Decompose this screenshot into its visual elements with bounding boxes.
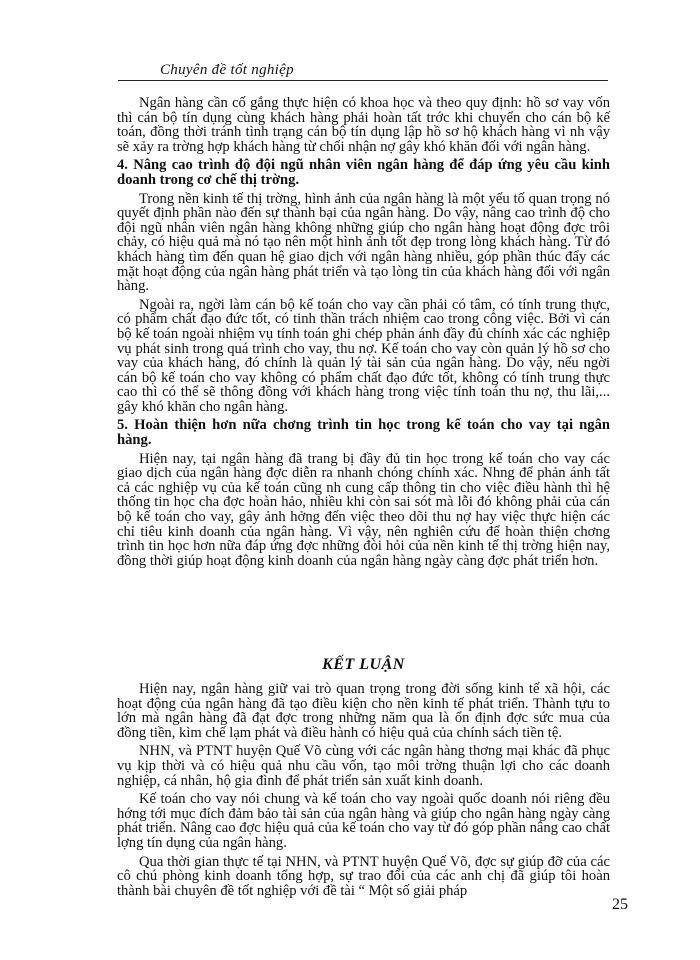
- paragraph: Qua thời gian thực tế tại NHN, và PTNT huyện Quế Võ, đợc sự giúp đỡ của các cô chú phòng kinh doanh tổng hợp, sự trao đổi của các anh chị đã giúp tôi hoàn thành bài chuyên đề tốt nghiệp với đề tài “ Một số giải pháp: [117, 853, 610, 899]
- section-heading-4: 4. Nâng cao trình độ đội ngũ nhân viên ngân hàng để đáp ứng yêu cầu kinh doanh trong cơ chế thị trờng.: [117, 157, 610, 188]
- paragraph: Ngoài ra, ngời làm cán bộ kế toán cho vay cần phải có tâm, có tính trung thực, có phẩm chất đạo đức tốt, có tinh thần trách nhiệm cao trong công việc. Bởi vì cán bộ kế toán ngoài nhiệm vụ tính toán ghi chép phản ánh đầy đủ chính xác các nghiệp vụ phát sinh trong quá trình cho vay, thu nợ. Kế toán cho vay còn quản lý hồ sơ cho vay của khách hàng, đó chính là quản lý tài sản của ngân hàng. Do vậy, nếu ngời cán bộ kế toán cho vay không có phẩm chất đạo đức tốt, không có tính trung thực cao thì có thể sẽ thông đồng với khách hàng trong việc tính toán thu nợ, thu lãi,... gây khó khăn cho ngân hàng.: [117, 296, 610, 415]
- page-number: 25: [612, 896, 628, 913]
- paragraph: Hiện nay, ngân hàng giữ vai trò quan trọng trong đời sống kinh tế xã hội, các hoạt động của ngân hàng đã tạo điều kiện cho nền kinh tế phát triển. Thành tựu to lớn mà ngân hàng đã đạt đợc trong những năm qua là ổn định đợc sức mua của đồng tiền, kìm chế lạm phát và điều hành có hiệu quả của chính sách tiền tệ.: [117, 681, 610, 741]
- header-title: Chuyên đề tốt nghiệp: [160, 62, 294, 78]
- header-rule: [118, 80, 608, 81]
- paragraph: Trong nền kinh tế thị trờng, hình ảnh của ngân hàng là một yếu tố quan trọng nó quyết định phần nào đến sự thành bại của ngân hàng. Do vậy, nâng cao trình độ cho đội ngũ nhân viên ngân hàng không những giúp cho ngân hàng hoạt động đợc trôi chảy, có hiệu quả mà nó tạo nên một hình ảnh tốt đẹp trong lòng khách hàng. Từ đó khách hàng tìm đến quan hệ giao dịch với ngân hàng nhiều, góp phần thúc đẩy các mặt hoạt động của ngân hàng phát triển và tạo lòng tin của khách hàng đối với ngân hàng.: [117, 190, 610, 295]
- section-heading-5: 5. Hoàn thiện hơn nữa chơng trình tin học trong kế toán cho vay tại ngân hàng.: [117, 417, 610, 449]
- paragraph: Kế toán cho vay nói chung và kế toán cho vay ngoài quốc doanh nói riêng đều hớng tới mục đích đảm bảo tài sản của ngân hàng và giúp cho ngân hàng ngày càng phát triển. Nâng cao đợc hiệu quả của kế toán cho vay từ đó góp phần nâng cao chất lợng tín dụng của ngân hàng.: [117, 791, 610, 851]
- conclusion-title: KẾT LUẬN: [322, 656, 405, 673]
- paragraph: Ngân hàng cần cố gắng thực hiện có khoa học và theo quy định: hồ sơ vay vốn thì cán bộ tín dụng cùng khách hàng phải hoàn tất trớc khi chuyển cho cán bộ kế toán, đồng thời tránh tình trạng cán bộ tín dụng lập hồ sơ hộ khách hàng vì nh vậy sẽ xảy ra trờng hợp khách hàng từ chối nhận nợ gây khó khăn đối với ngân hàng.: [117, 95, 610, 155]
- paragraph: Hiện nay, tại ngân hàng đã trang bị đầy đủ tin học trong kế toán cho vay các giao dịch của ngân hàng đợc diễn ra nhanh chóng chính xác. Nhng để phản ánh tất cả các nghiệp vụ của kế toán cũng nh cung cấp thông tin cho việc điều hành thì hệ thống tin học cha đợc hoàn hảo, nhiều khi còn sai sót mà lỗi đó không phải của cán bộ kế toán cho vay, gây ảnh hởng đến việc theo dõi thu nợ hay việc thực hiện các chỉ tiêu kinh doanh của ngân hàng. Vì vậy, nên nghiên cứu để hoàn thiện chơng trình tin học hơn nữa đáp ứng đợc những đòi hỏi của nền kinh tế thị trờng hiện nay, đồng thời giúp hoạt động kinh doanh của ngân hàng ngày càng đợc phát triển hơn.: [117, 450, 610, 569]
- document-body: [117, 96, 610, 572]
- conclusion-body: [117, 682, 610, 902]
- paragraph: NHN, và PTNT huyện Quế Võ cùng với các ngân hàng thơng mại khác đã phục vụ kịp thời và có hiệu quả nhu cầu vốn, tạo môi trờng thuận lợi cho các doanh nghiệp, cá nhân, hộ gia đình để phát triển sản xuất kinh doanh.: [117, 743, 610, 789]
- page-header: [118, 62, 608, 82]
